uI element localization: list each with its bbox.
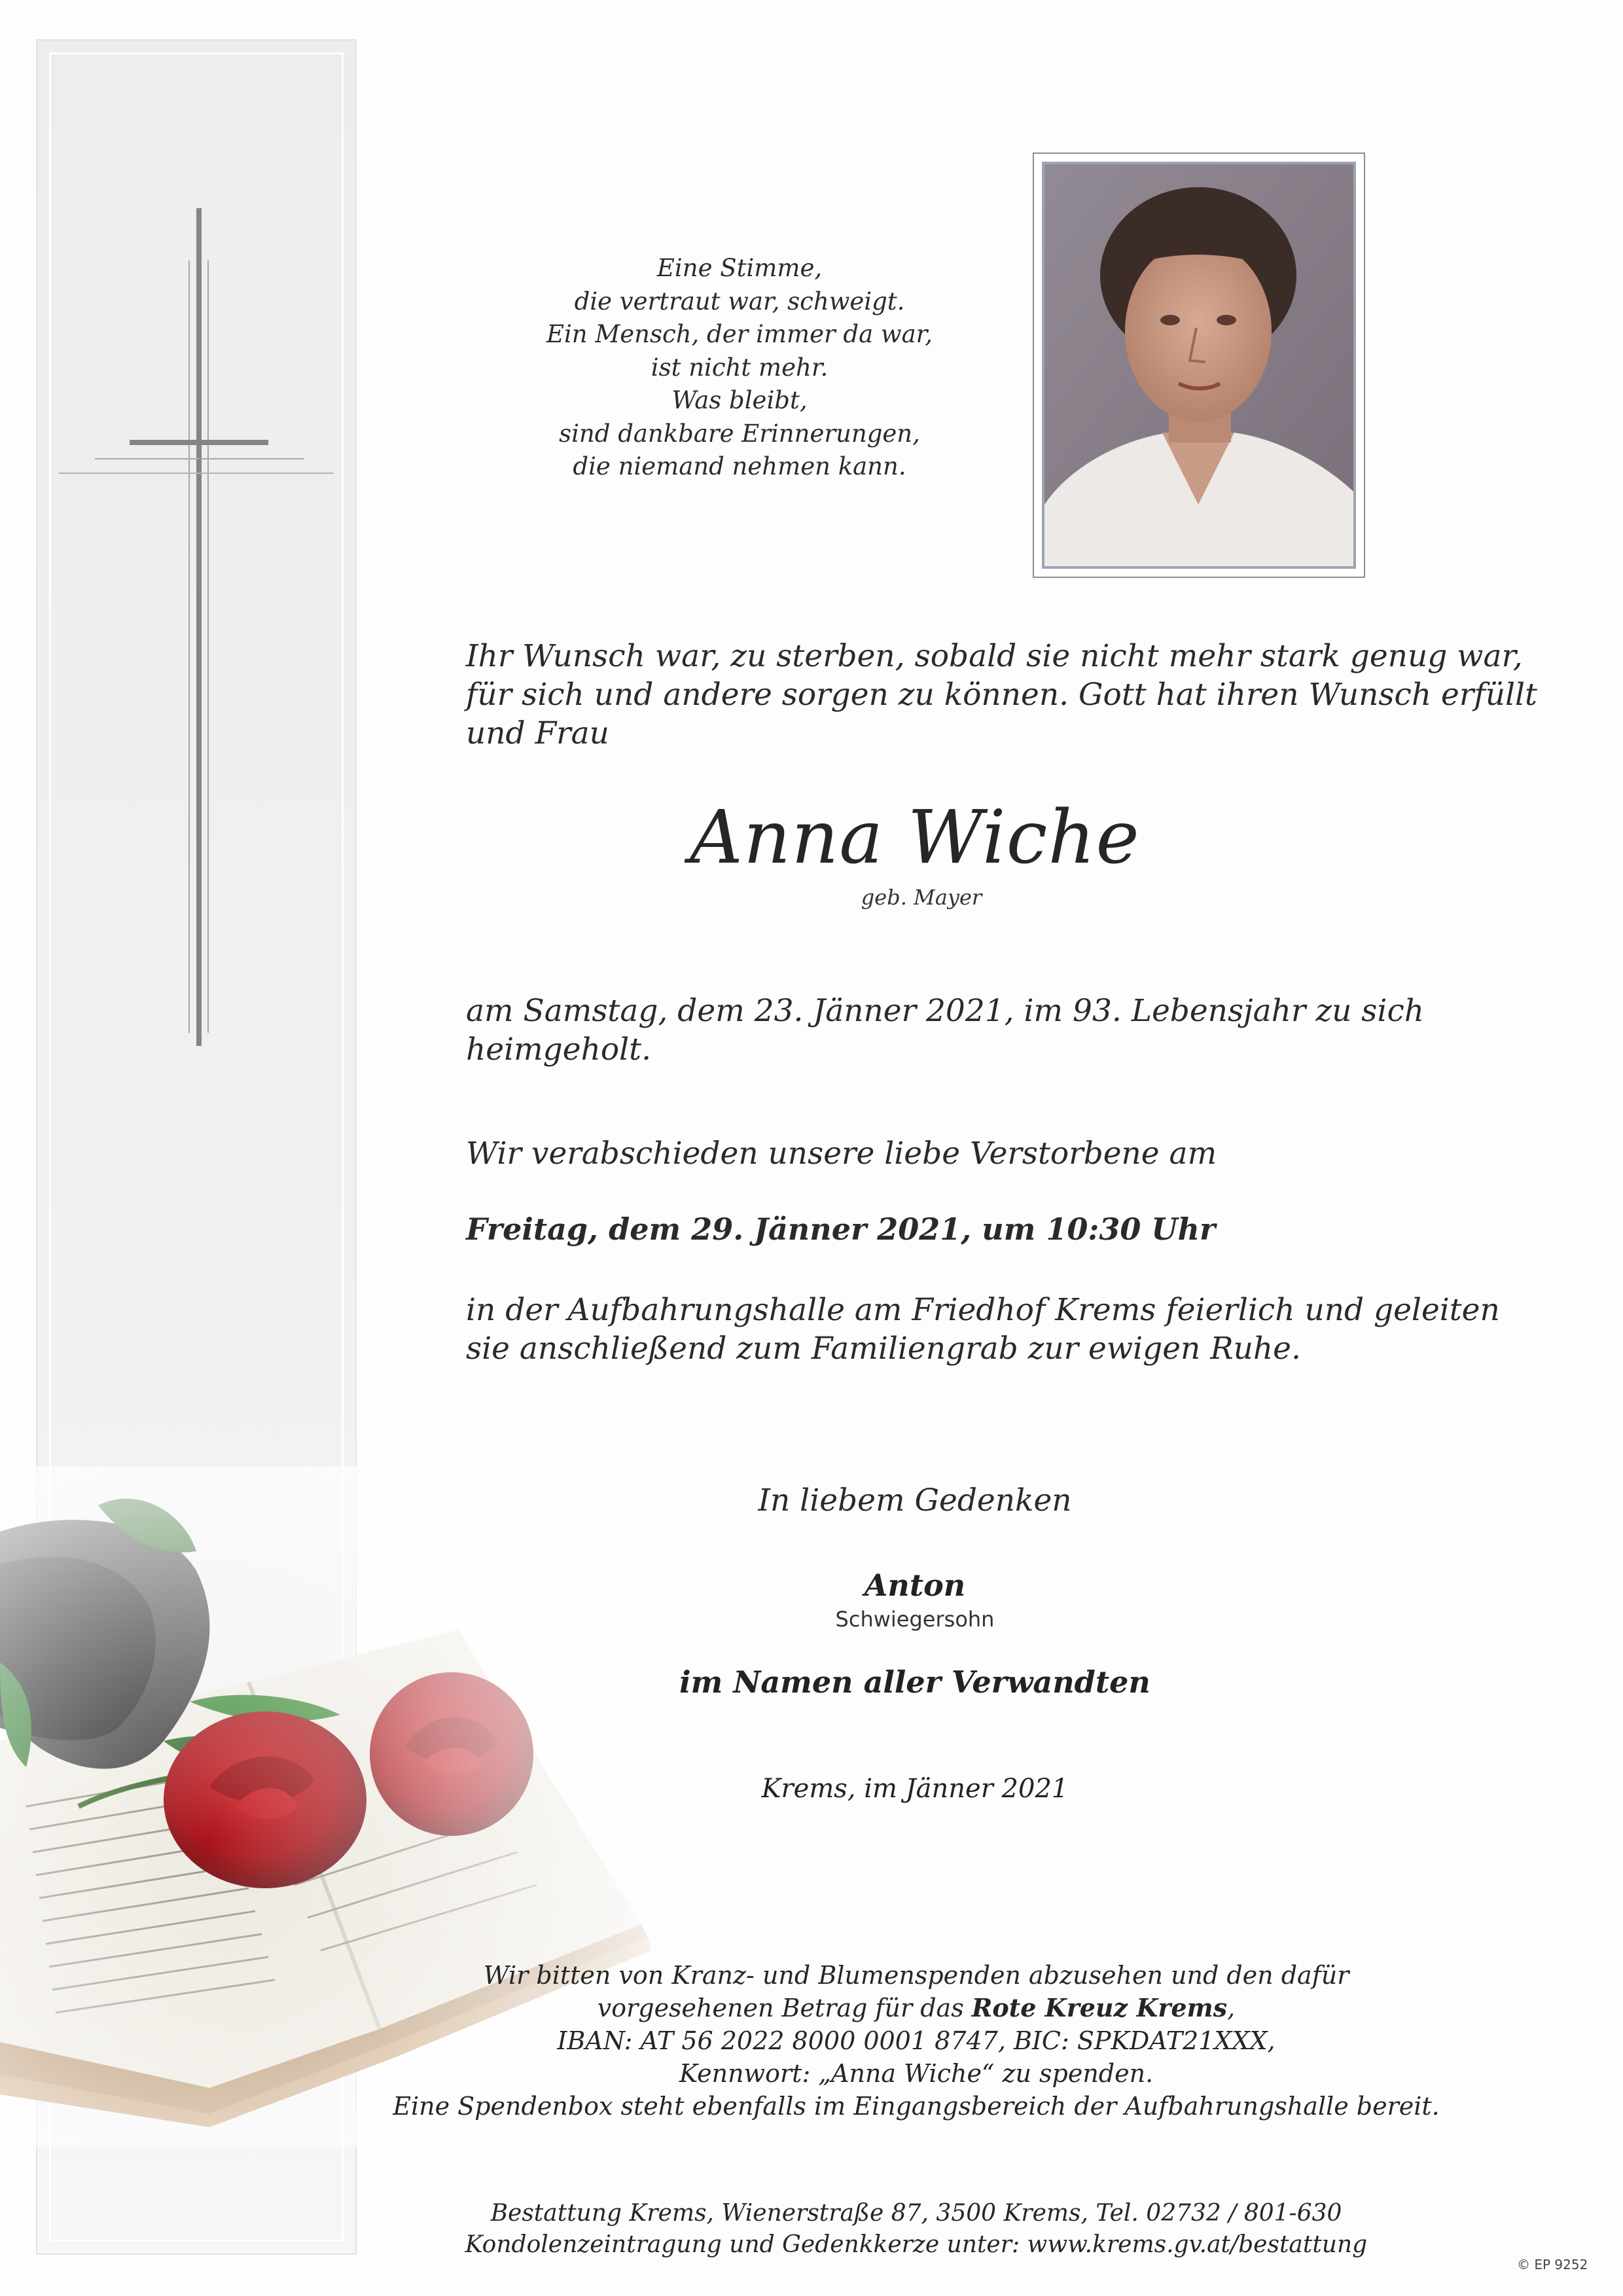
poem-line: Was bleibt, (671, 386, 808, 414)
footer (393, 2198, 1440, 2261)
intro-line: Ihr Wunsch war, zu sterben, sobald sie nicht mehr stark genug war, (466, 638, 1523, 674)
relatives-text: im Namen aller Verwandten (679, 1664, 1150, 1700)
donation-line: Wir bitten von Kranz- und Blumenspenden abzusehen und den dafür (483, 1961, 1349, 1990)
farewell-intro: Wir verabschieden unsere liebe Verstorbene am (466, 1136, 1217, 1172)
portrait-photo (1042, 162, 1356, 569)
donation-keyword: Kennwort: „Anna Wiche“ zu spenden. (679, 2059, 1154, 2088)
birth-name: geb. Mayer (861, 885, 982, 910)
death-line: heimgeholt. (466, 1031, 652, 1067)
mourner-name: Anton (864, 1568, 966, 1603)
death-text (466, 992, 1425, 1069)
ep-number: © EP 9252 (1517, 2257, 1588, 2272)
donation-bank: IBAN: AT 56 2022 8000 0001 8747, BIC: SPKDAT21XXX, (557, 2026, 1275, 2055)
donation-text (393, 1959, 1440, 2123)
poem-line: Eine Stimme, (656, 254, 823, 282)
poem-line: ist nicht mehr. (651, 353, 829, 382)
ceremony-line: in der Aufbahrungshalle am Friedhof Krems feierlich und geleiten (466, 1292, 1500, 1328)
donation-prefix: vorgesehenen Betrag für das (597, 1994, 972, 2022)
ceremony-datetime: Freitag, dem 29. Jänner 2021, um 10:30 Uhr (466, 1211, 1216, 1247)
poem-line: die vertraut war, schweigt. (574, 287, 905, 315)
poem (524, 252, 955, 484)
cross-icon (59, 208, 340, 1046)
ceremony-place (466, 1291, 1500, 1368)
intro-text (466, 637, 1537, 753)
mourner-relation: Schwiegersohn (835, 1607, 995, 1632)
deceased-name: Anna Wiche (690, 795, 1140, 880)
footer-condolence: Kondolenzeintragung und Gedenkkerze unter: www.krems.gv.at/bestattung (465, 2231, 1368, 2258)
poem-line: Ein Mensch, der immer da war, (546, 320, 933, 348)
ceremony-line: sie anschließend zum Familiengrab zur ewigen Ruhe. (466, 1331, 1301, 1367)
donation-line (393, 1992, 1440, 2024)
donation-suffix: , (1227, 1994, 1236, 2022)
donation-organization: Rote Kreuz Krems (971, 1993, 1228, 2022)
intro-line: für sich und andere sorgen zu können. Gott hat ihren Wunsch erfüllt (466, 677, 1537, 713)
donation-box-note: Eine Spendenbox steht ebenfalls im Eingangsbereich der Aufbahrungshalle bereit. (393, 2092, 1440, 2121)
death-line: am Samstag, dem 23. Jänner 2021, im 93. Lebensjahr zu sich (466, 993, 1425, 1029)
place-date: Krems, im Jänner 2021 (761, 1774, 1069, 1804)
poem-line: sind dankbare Erinnerungen, (559, 419, 920, 448)
footer-address: Bestattung Krems, Wienerstraße 87, 3500 Krems, Tel. 02732 / 801-630 (490, 2200, 1342, 2227)
intro-line: und Frau (466, 715, 609, 751)
memory-text: In liebem Gedenken (758, 1482, 1072, 1518)
poem-line: die niemand nehmen kann. (573, 452, 906, 480)
